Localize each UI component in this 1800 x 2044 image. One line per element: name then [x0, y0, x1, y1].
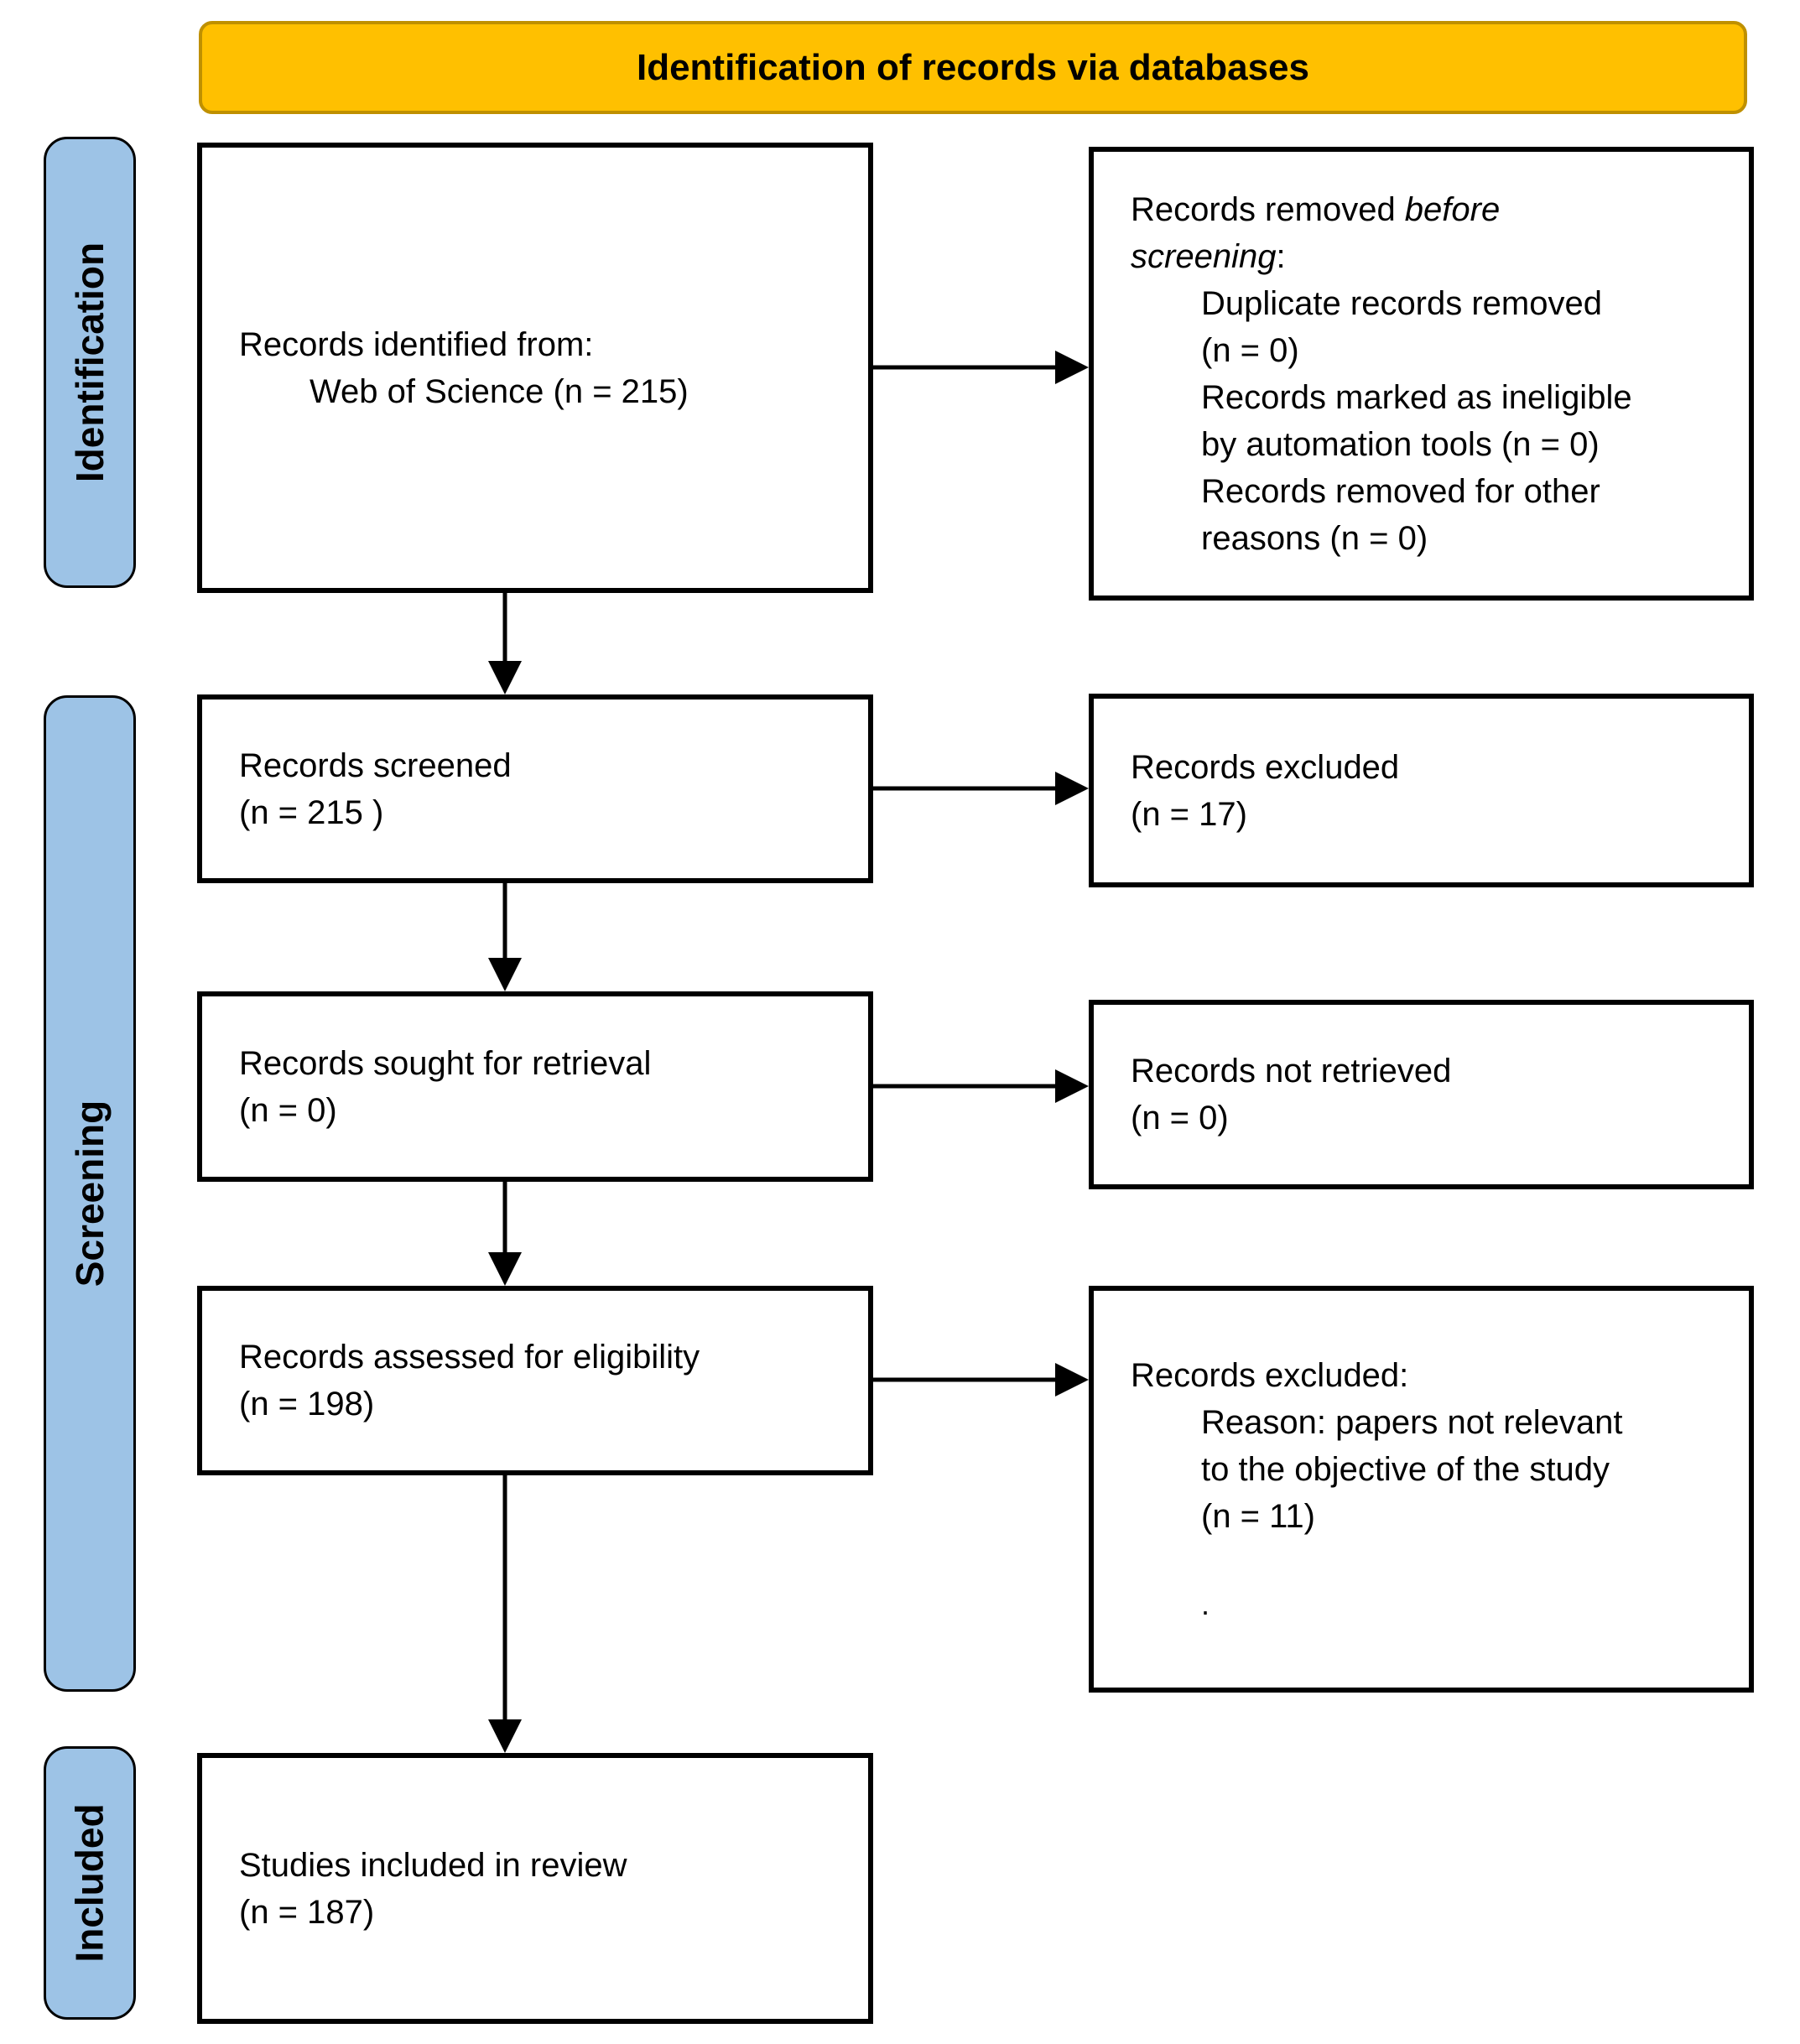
records-excluded-reason-line: to the objective of the study [1201, 1451, 1610, 1489]
records-excluded-line1: Records excluded [1131, 748, 1400, 786]
removed-item-line: Duplicate records removed [1201, 284, 1602, 322]
stage-identification [44, 137, 136, 588]
box-records-not-retrieved [1089, 1000, 1754, 1189]
removed-item-line: reasons (n = 0) [1201, 519, 1428, 557]
stage-identification-label: Identification [68, 242, 112, 483]
records-assessed-line1: Records assessed for eligibility [239, 1339, 700, 1376]
records-excluded-line2: (n = 17) [1131, 795, 1247, 833]
records-excluded-reason-line: (n = 11) [1201, 1498, 1315, 1536]
stage-included-label: Included [68, 1803, 112, 1963]
records-not-retrieved-line1: Records not retrieved [1131, 1053, 1452, 1090]
records-excluded-reason-footnote: . [1201, 1587, 1210, 1622]
banner-title: Identification of records via databases [636, 46, 1309, 88]
box-records-sought [197, 991, 873, 1182]
box-records-screened [197, 694, 873, 883]
box-records-assessed [197, 1286, 873, 1475]
records-not-retrieved-line2: (n = 0) [1131, 1100, 1229, 1136]
records-screened-line1: Records screened [239, 746, 512, 784]
stage-included [44, 1746, 136, 2020]
stage-screening [44, 695, 136, 1692]
removed-item-line: Records marked as ineligible [1201, 378, 1632, 416]
records-removed-intro-italic: before [1404, 190, 1501, 228]
box-records-excluded [1089, 694, 1754, 887]
box-records-excluded-reason [1089, 1286, 1754, 1693]
banner [199, 21, 1747, 114]
records-removed-intro-normal: Records removed [1131, 190, 1405, 228]
box-records-identified [197, 143, 873, 593]
removed-item-line: (n = 0) [1201, 331, 1299, 369]
removed-item-line: by automation tools (n = 0) [1201, 425, 1600, 463]
box-records-removed-before-screening [1089, 147, 1754, 601]
records-removed-intro-italic2: screening [1131, 237, 1277, 275]
records-sought-line1: Records sought for retrieval [239, 1044, 652, 1082]
records-removed-intro-line1 [1131, 186, 1725, 233]
records-excluded-reason-heading: Records excluded: [1131, 1357, 1409, 1395]
records-assessed-line2: (n = 198) [239, 1386, 375, 1422]
stage-screening-label: Screening [68, 1100, 112, 1287]
studies-included-line1: Studies included in review [239, 1846, 627, 1884]
records-excluded-reason-line: Reason: papers not relevant [1201, 1404, 1623, 1442]
records-identified-line2: Web of Science (n = 215) [310, 372, 689, 410]
records-removed-intro-line2 [1131, 233, 1725, 280]
records-screened-line2: (n = 215 ) [239, 793, 384, 831]
box-studies-included [197, 1753, 873, 2024]
records-removed-intro-colon: : [1276, 237, 1286, 275]
studies-included-line2: (n = 187) [239, 1893, 375, 1931]
records-identified-line1: Records identified from: [239, 325, 594, 363]
records-sought-line2: (n = 0) [239, 1091, 337, 1129]
removed-item-line: Records removed for other [1201, 472, 1600, 510]
